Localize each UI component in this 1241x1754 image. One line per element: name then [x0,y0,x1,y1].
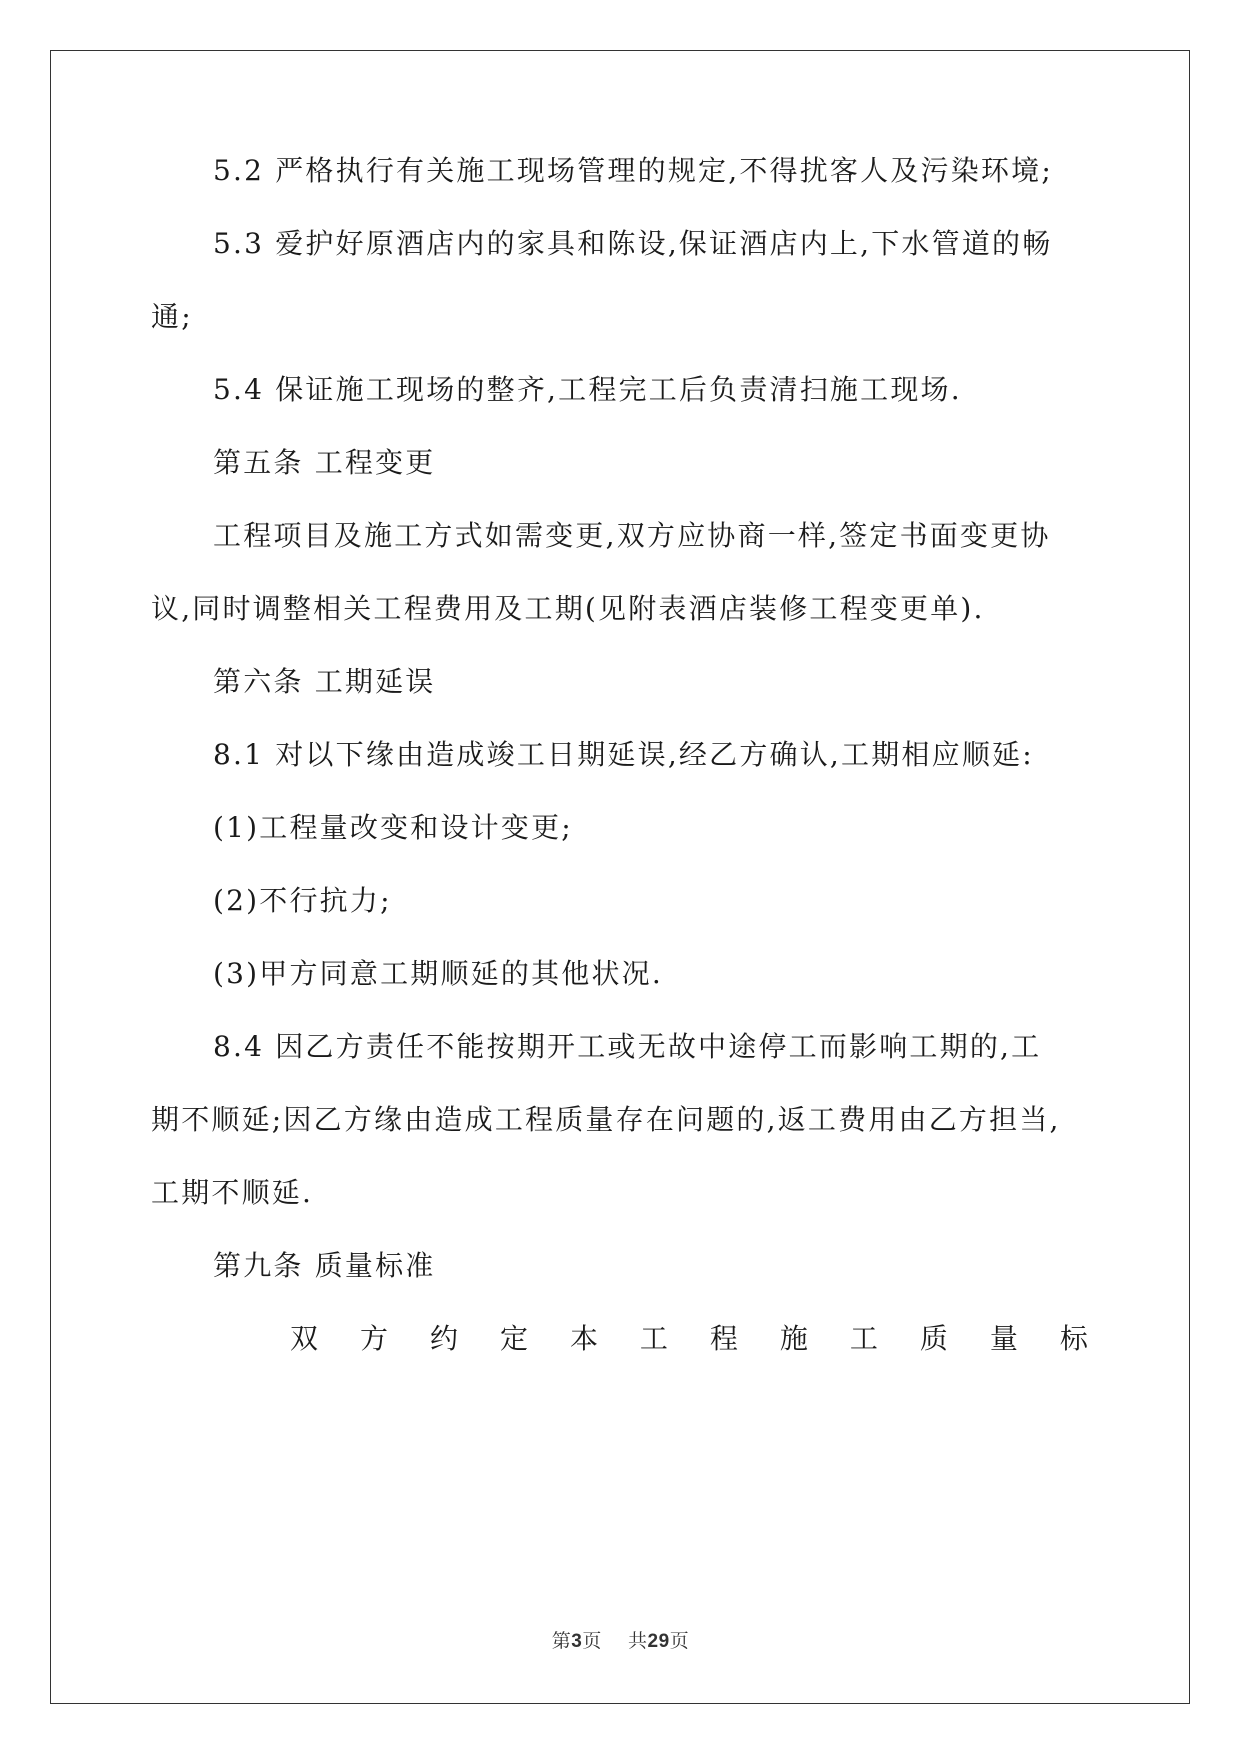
heading-article-9: 第九条 质量标准 [213,1249,436,1282]
footer-page-number: 3 [571,1631,583,1652]
paragraph-change: 工程项目及施工方式如需变更,双方应协商一样,签定书面变更协 [213,519,1051,552]
spread-char: 量 [989,1322,1018,1355]
paragraph-8-1: 8.1 对以下缘由造成竣工日期延误,经乙方确认,工期相应顺延: [213,738,1034,771]
list-item-2: (2)不行抗力; [213,884,392,917]
spread-char: 本 [569,1322,598,1355]
spread-char: 方 [359,1322,388,1355]
heading-article-6: 第六条 工期延误 [213,665,436,698]
footer-prefix: 第 [551,1630,572,1652]
heading-article-5: 第五条 工程变更 [213,446,436,479]
spread-char: 工 [639,1322,668,1355]
page-footer [0,1626,1241,1653]
spread-char: 双 [290,1322,319,1355]
paragraph-8-4-cont: 期不顺延;因乙方缘由造成工程质量存在问题的,返工费用由乙方担当, [151,1103,1061,1136]
spread-char: 约 [429,1322,458,1355]
paragraph-quality-spread [290,1319,1088,1359]
paragraph-5-3: 5.3 爱护好原酒店内的家具和陈设,保证酒店内上,下水管道的畅 [213,227,1053,260]
spread-char: 工 [849,1322,878,1355]
paragraph-5-3-cont: 通; [151,300,193,333]
page-border [50,50,1190,1704]
paragraph-5-2: 5.2 严格执行有关施工现场管理的规定,不得扰客人及污染环境; [213,154,1053,187]
footer-total-pages: 29 [647,1631,670,1652]
spread-char: 程 [709,1322,738,1355]
spread-char: 施 [779,1322,808,1355]
paragraph-change-cont: 议,同时调整相关工程费用及工期(见附表酒店装修工程变更单). [151,592,985,625]
paragraph-5-4: 5.4 保证施工现场的整齐,工程完工后负责清扫施工现场. [213,373,962,406]
footer-suffix: 页 [669,1630,690,1652]
list-item-3: (3)甲方同意工期顺延的其他状况. [213,957,663,990]
spread-char: 标 [1059,1322,1088,1355]
footer-mid: 页 共 [582,1630,648,1652]
list-item-1: (1)工程量改变和设计变更; [213,811,573,844]
spread-char: 质 [919,1322,948,1355]
paragraph-8-4: 8.4 因乙方责任不能按期开工或无故中途停工而影响工期的,工 [213,1030,1042,1063]
spread-char: 定 [499,1322,528,1355]
paragraph-8-4-end: 工期不顺延. [151,1176,314,1209]
